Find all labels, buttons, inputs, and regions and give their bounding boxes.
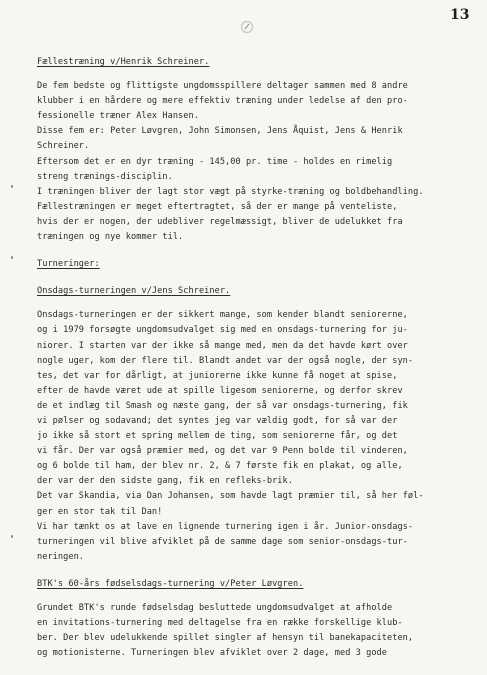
paragraph-line: neringen. — [37, 551, 85, 562]
paragraph-line: De fem bedste og flittigste ungdomsspillere deltager sammen med 8 andre — [37, 81, 408, 92]
section-title-onsdags-turneringen: Onsdags-turneringen v/Jens Schreiner. — [37, 286, 231, 297]
paragraph-line: træningen og nye kommer til. — [37, 232, 184, 243]
paragraph-line: efter de havde været ude at spille ligesom seniorerne, og derfor skrev — [37, 385, 403, 396]
paragraph-line: niorer. I starten var der ikke så mange med, men da det havde kørt over — [37, 340, 408, 351]
paragraph-line: og i 1979 forsøgte ungdomsudvalget sig med en onsdags-turnering for ju- — [37, 325, 408, 336]
paragraph-line: hvis der er nogen, der udebliver regelmæssigt, bliver de udelukket fra — [37, 216, 403, 227]
section-title-faellestraening: Fællestræning v/Henrik Schreiner. — [37, 57, 210, 67]
paragraph-line: jo ikke så stort et spring mellem de ting, som seniorerne får, og det — [37, 431, 398, 442]
paragraph-line: Grundet BTK's runde fødselsdag besluttede ungdomsudvalget at afholde — [37, 603, 393, 613]
margin-mark — [11, 256, 13, 259]
paragraph-line: Vi har tænkt os at lave en lignende turnering igen i år. Junior-onsdags- — [37, 521, 414, 532]
paragraph-line: ber. Der blev udelukkende spillet singler af hensyn til banekapaciteten, — [37, 633, 414, 644]
document-body — [37, 55, 469, 661]
paragraph-line: tes, det var for dårligt, at juniorerne ikke kunne få noget at spise, — [37, 370, 398, 381]
paragraph-line: ger en stor tak til Dan! — [37, 506, 163, 517]
paragraph-line: og 6 bolde til ham, der blev nr. 2, & 7 første fik en plakat, og alle, — [37, 461, 403, 472]
section-heading-turneringer: Turneringer: — [37, 259, 100, 270]
paragraph-line: vi pølser og sodavand; det syntes jeg var vældig godt, for så var der — [37, 415, 398, 426]
paragraph-line: turneringen vil blive afviklet på de samme dage som senior-onsdags-tur- — [37, 536, 408, 547]
paragraph-line: vi får. Der var også præmier med, og det var 9 Penn bolde til vinderen, — [37, 446, 408, 457]
paragraph-line: Fællestræningen er meget eftertragtet, så der er mange på venteliste, — [37, 201, 398, 212]
paragraph-line: og motionisterne. Turneringen blev afviklet over 2 dage, med 3 gode — [37, 648, 387, 659]
page-number: 13 — [450, 7, 470, 23]
paragraph-line: I træningen bliver der lagt stor vægt på styrke-træning og boldbehandling. — [37, 186, 424, 197]
section-title-fodselsdags-turnering: BTK's 60-års fødselsdags-turnering v/Peter Løvgren. — [37, 578, 304, 589]
paragraph-line: der var der den sidste gang, fik en refleks-brik. — [37, 476, 293, 487]
paragraph-line: Schreiner. — [37, 141, 90, 152]
paragraph-line: streng trænings-disciplin. — [37, 171, 173, 182]
margin-mark — [11, 535, 13, 538]
paragraph-line: Eftersom det er en dyr træning - 145,00 pr. time - holdes en rimelig — [37, 156, 393, 167]
stamp-mark-icon — [240, 20, 254, 34]
paragraph-line: Det var Skandia, via Dan Johansen, som havde lagt præmier til, så her føl- — [37, 491, 424, 502]
paragraph-line: de et indlæg til Smash og næste gang, der så var onsdags-turnering, fik — [37, 400, 408, 411]
paragraph-line: nogle uger, kom der flere til. Blandt andet var der også nogle, der syn- — [37, 355, 414, 366]
paragraph-line: klubber i en hårdere og mere effektiv træning under ledelse af den pro- — [37, 96, 408, 107]
paragraph-line: Disse fem er: Peter Løvgren, John Simonsen, Jens Åquist, Jens & Henrik — [37, 126, 403, 137]
margin-mark — [11, 185, 13, 188]
paragraph-line: fessionelle træner Alex Hansen. — [37, 111, 199, 122]
paragraph-line: en invitations-turnering med deltagelse fra en række forskellige klub- — [37, 618, 403, 629]
paragraph-line: Onsdags-turneringen er der sikkert mange, som kender blandt seniorerne, — [37, 310, 408, 321]
